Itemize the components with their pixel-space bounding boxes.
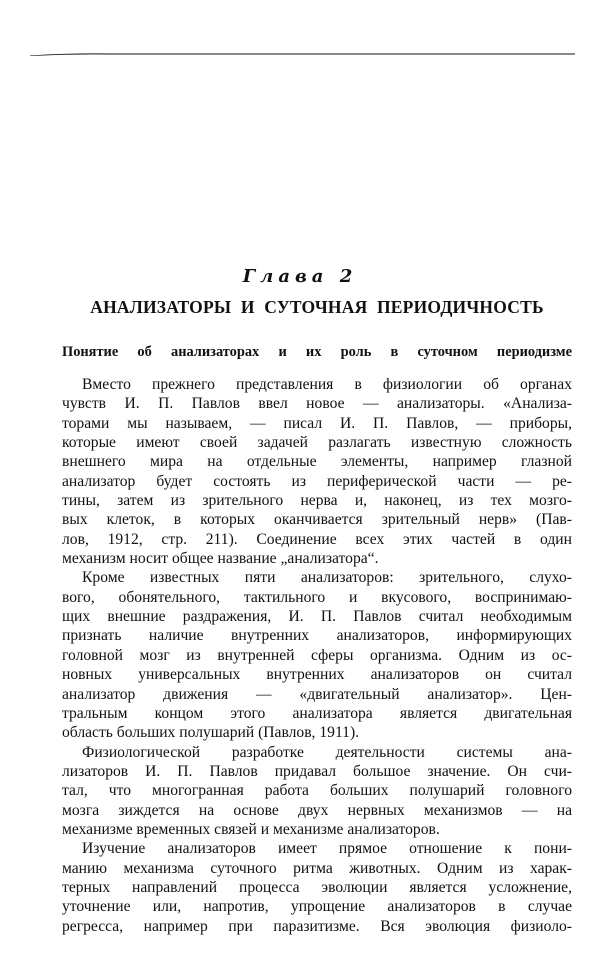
text-line: вого, обонятельного, тактильного и вкусового, воспринимаю- bbox=[62, 588, 572, 606]
text-line: механизме временных связей и механизме анализаторов. bbox=[62, 820, 440, 838]
text-line: которые имеют своей задачей разлагать известную сложность bbox=[62, 434, 572, 452]
text-line: вых клеток, в которых оканчивается зрительный нерв» (Пав- bbox=[62, 511, 572, 529]
section-title: Понятие об анализаторах и их роль в суточном периодизме bbox=[62, 344, 572, 360]
text-line: область больших полушарий (Павлов, 1911). bbox=[62, 724, 360, 742]
text-line: Кроме известных пяти анализаторов: зрительного, слухо- bbox=[82, 569, 572, 587]
text-line: признать наличие внутренних анализаторов, информирующих bbox=[62, 627, 572, 645]
text-line: тины, затем из зрительного нерва и, наконец, из тех мозго- bbox=[62, 492, 572, 510]
text-line: уточнение или, напротив, упрощение анализаторов в случае bbox=[62, 898, 572, 916]
text-line: внешнего мира на отдельные элементы, например глазной bbox=[62, 453, 572, 471]
text-line: Вместо прежнего представления в физиологии об органах bbox=[82, 376, 572, 393]
text-line: терных направлений процесса эволюции является усложнение, bbox=[62, 878, 572, 896]
text-line: тральным концом этого анализатора является двигательная bbox=[62, 704, 572, 722]
text-line: анализатор движения — «двигательный анализатор». Цен- bbox=[62, 685, 572, 703]
text-line: Физиологической разработке деятельности системы ана- bbox=[82, 743, 572, 761]
text-line: Изучение анализаторов имеет прямое отношение к пони- bbox=[82, 840, 572, 858]
text-line: тал, что многогранная работа больших полушарий головного bbox=[62, 782, 572, 800]
text-line: чувств И. П. Павлов ввел новое — анализаторы. «Анализа- bbox=[62, 395, 572, 413]
header-rule bbox=[30, 53, 575, 56]
text-line: лов, 1912, стр. 211). Соединение всех этих частей в один bbox=[62, 530, 572, 548]
text-line: мозга зиждется на основе двух нервных механизмов — на bbox=[62, 801, 572, 819]
text-line: лизаторов И. П. Павлов придавал большое значение. Он счи- bbox=[62, 762, 572, 780]
text-line: механизм носит общее название „анализатора“. bbox=[62, 550, 379, 568]
body-text bbox=[62, 375, 572, 936]
chapter-title: АНАЛИЗАТОРЫ И СУТОЧНАЯ ПЕРИОДИЧНОСТЬ bbox=[90, 297, 544, 317]
text-line: манию механизма суточного ритма животных. Одним из харак- bbox=[62, 859, 572, 877]
text-line: торами мы называем, — писал И. П. Павлов, — приборы, bbox=[62, 414, 572, 432]
text-line: головной мозг из внутренней сферы организма. Одним из ос- bbox=[62, 646, 572, 664]
text-line: регресса, например при паразитизме. Вся эволюция физиоло- bbox=[62, 917, 572, 935]
text-line: анализатор будет состоять из периферической части — ре- bbox=[62, 472, 572, 490]
text-line: новных универсальных внутренних анализаторов он считал bbox=[62, 666, 572, 684]
text-line: щих внешние раздражения, И. П. Павлов считал необходимым bbox=[62, 608, 572, 626]
chapter-label: Глава 2 bbox=[242, 266, 358, 287]
